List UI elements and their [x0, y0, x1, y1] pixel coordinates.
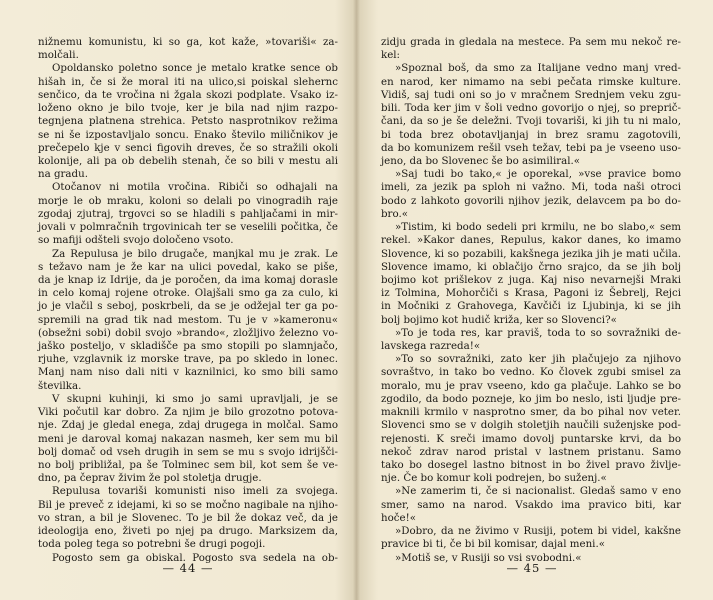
text-line: Slovence, ki so pozabili, kakšnega jezika jih je mati učila.: [381, 247, 681, 260]
left-page: [38, 36, 338, 564]
text-line: Otočanov ni motila vročina. Ribiči so odhajali na: [52, 181, 338, 194]
text-line: sovraštvo, in tako bo vedno. Ko človek zgubi smisel za: [381, 366, 681, 379]
text-line: Slovenci smo se v dolgih stoletjih naučili suženjske pod-: [381, 419, 681, 432]
text-line: bodo z lahkoto govorili njihov jezik, delavcem pa bo do-: [381, 194, 681, 207]
text-line: meni je daroval komaj nakazan nasmeh, ker sem mu bil: [38, 432, 338, 445]
text-line: en narod, ker nimamo na sebi pečata rimske kulture.: [381, 75, 681, 88]
text-line: tako bo dosegel lastno bitnost in bo živel pravo življe-: [381, 459, 681, 471]
text-line: iz Tolmina, Mohorčiči s Krasa, Pagoni iz Šebrelj, Rejci: [381, 287, 681, 300]
text-line: nekoč zdrav narod pristal v lastnem pristanu. Samo: [381, 445, 681, 458]
text-line: kolonije, ali pa ob debelih stenah, če so bili v mestu ali: [38, 154, 338, 167]
text-line: rejenosti. K sreči imamo dovolj puntarske krvi, da bo: [381, 432, 681, 445]
text-line: Za Repulusa je bilo drugače, manjkal mu je zrak. Le: [52, 247, 338, 260]
text-line: »Dobro, da ne živimo v Rusiji, potem bi videl, kakšne: [395, 525, 681, 538]
text-line: rjuhe, vzglavnik iz morske trave, pa po skledo in lonec.: [38, 353, 338, 366]
text-line: prečepelo kje v senci figovih dreves, če so stražili okoli: [38, 141, 338, 154]
text-line: zgodilo, da bodo pozneje, ko jim bo neslo, isti ljudje pre-: [381, 392, 681, 405]
text-line: »To so sovražniki, zato ker jih plačujejo za njihovo: [395, 353, 681, 366]
text-line: jeno, da bo Slovenec še bo asimiliral.«: [381, 154, 581, 167]
text-line: nje. Zdaj je gledal enega, zdaj drugega in molčal. Samo: [38, 419, 338, 432]
text-line: molčali.: [38, 49, 79, 62]
text-line: vo stran, a bil je Slovenec. To je bil že dokaz več, da je: [38, 511, 338, 524]
text-line: rekel. »Kakor danes, Repulus, kakor danes, ko imamo: [381, 234, 681, 247]
text-line: moralo, mu je prav vseeno, kdo ga plačuje. Lahko se bo: [381, 379, 681, 392]
text-line: da bo komunizem rešil vseh težav, tebi pa je vseeno uso-: [381, 141, 681, 154]
text-line: hišah in, če si že moral iti na ulico,si poiskal slehernc: [38, 75, 338, 88]
text-line: spremili na grad tik nad mestom. Tu je v »kameronu«: [38, 313, 338, 326]
text-line: »Tistim, ki bodo sedeli pri krmilu, ne bo slabo,« sem: [395, 221, 681, 234]
text-line: Repulusa tovariši komunisti niso imeli za svojega.: [52, 485, 338, 498]
text-line: bolj bojimo kot hudič križa, ker so Slovenci?«: [381, 313, 617, 326]
text-line: tegnjena platnena strehica. Petsto nasprotnikov režima: [38, 115, 338, 128]
text-line: »To je toda res, kar praviš, toda to so sovražniki de-: [395, 326, 681, 339]
text-line: maknili krmilo v nasprotno smer, da bo pihal nov veter.: [381, 406, 681, 419]
text-line: jovali v polmračnih trgovinicah ter se veselili počitka, če: [38, 221, 338, 234]
text-line: številka.: [38, 379, 82, 392]
text-line: jo je vlačil s seboj, poskrbeli, da se je odžejal ter ga po-: [38, 300, 338, 313]
right-page: [381, 36, 681, 564]
left-page-number: — 44 —: [162, 561, 214, 575]
text-line: so mafiji odšteli svojo določeno vsoto.: [38, 234, 234, 247]
text-line: da je knap iz Idrije, da je poročen, da ima komaj dorasle: [38, 273, 338, 286]
text-line: nje. Če bo komur koli podrejen, bo suženj.«: [381, 472, 607, 485]
book-gutter: [353, 0, 360, 600]
text-line: »Saj tudi bo tako,« je oporekal, »vse pravice bomo: [395, 168, 681, 181]
text-line: »Motiš se, v Rusiji so vsi svobodni.«: [395, 551, 582, 564]
text-line: bili. Toda ker jim v šoli vedno govorijo o njej, so preprič-: [381, 102, 681, 115]
text-line: bi toda brez obotavljanjaj in brez sramu zagotovili,: [381, 128, 681, 141]
text-line: toda poleg tega so potrebni še drugi pogoji.: [38, 538, 266, 551]
text-line: senčico, da te vročina ni žgala skozi podplate. Vsako iz-: [38, 88, 338, 101]
text-line: bojimo kot prišlekov z juga. Kaj niso nevarnejši Mraki: [381, 273, 681, 286]
text-line: s težavo nam je že kar na ulici povedal, kako se piše,: [38, 260, 338, 273]
text-line: bro.«: [381, 207, 408, 220]
text-line: »Ne zamerim ti, če si nacionalist. Gledaš samo v eno: [395, 485, 681, 498]
text-line: zidju grada in gledala na mestece. Pa sem mu nekoč re-: [381, 36, 681, 48]
text-line: nižnemu komunistu, ki so ga, kot kaže, »tovariši« za-: [38, 36, 338, 48]
right-page-number: — 45 —: [506, 561, 558, 575]
text-line: Viki počutil kar dobro. Za njim je bilo grozotno potova-: [38, 406, 338, 419]
text-line: Bil je preveč z idejami, ki so se močno nagibale na njiho-: [38, 498, 338, 511]
text-line: no bolj približal, pa še Tolminec sem bil, kot sem še ve-: [38, 459, 338, 471]
text-line: loženo okno je bilo tvoje, ker je bila nad njim razpo-: [38, 102, 338, 115]
text-line: bolj domač od vseh drugih in sem se mu s svojo idrijšči-: [38, 445, 338, 458]
text-line: Opoldansko poletno sonce je metalo kratke sence ob: [52, 62, 338, 75]
text-line: ideologija eno, živeti po njej pa drugo. Marksizem da,: [38, 525, 338, 538]
text-line: dno, pa čeprav živim že pol stoletja drugje.: [38, 472, 262, 485]
text-line: jaško posteljo, v skladišče pa smo stopili po slamnjačo,: [38, 340, 338, 353]
text-line: smer, samo na narod. Vsakdo ima pravico biti, kar: [381, 498, 681, 511]
text-line: pravice bi ti, če bi bil komisar, dajal meni.«: [381, 538, 605, 551]
text-line: hoče!«: [381, 511, 416, 524]
text-line: morje le ob mraku, koloni so delali po vinogradih raje: [38, 194, 338, 207]
text-line: čani, da so je še deležni. Tvoji tovariši, ki jih tu ni malo,: [381, 115, 681, 128]
text-line: se ni še izpostavljalo soncu. Enako število miličnikov je: [38, 128, 338, 141]
text-line: in celo komaj rojene otroke. Olajšali smo ga za culo, ki: [38, 287, 338, 300]
text-line: kel:: [381, 49, 401, 62]
text-line: (obsežni sobi) dobil svojo »brando«, zložljivo železno vo-: [38, 326, 338, 339]
text-line: V skupni kuhinji, ki smo jo sami upravljali, je se: [52, 392, 338, 405]
text-line: Vidiš, saj tudi oni so jo v mračnem Srednjem veku zgu-: [381, 88, 681, 101]
text-line: Manj nam niso dali niti v kaznilnici, ko smo bili samo: [38, 366, 338, 379]
text-line: lavskega razreda!«: [381, 340, 481, 353]
text-line: imeli, za jezik pa sploh ni važno. Mi, toda naši otroci: [381, 181, 681, 194]
text-line: in Močniki z Grahovega, Kavčiči iz Ljubinja, ki se jih: [381, 300, 681, 313]
text-line: zgodaj zjutraj, trgovci so se hladili s pahljačami in mir-: [38, 207, 338, 220]
text-line: Pogosto sem ga obiskal. Pogosto sva sedela na ob-: [52, 551, 338, 564]
text-line: Slovence imamo, ki oblačijo črno srajco, da se jih bolj: [381, 260, 681, 273]
text-line: »Spoznal boš, da smo za Italijane vedno manj vred-: [395, 62, 681, 75]
text-line: na gradu.: [38, 168, 88, 181]
